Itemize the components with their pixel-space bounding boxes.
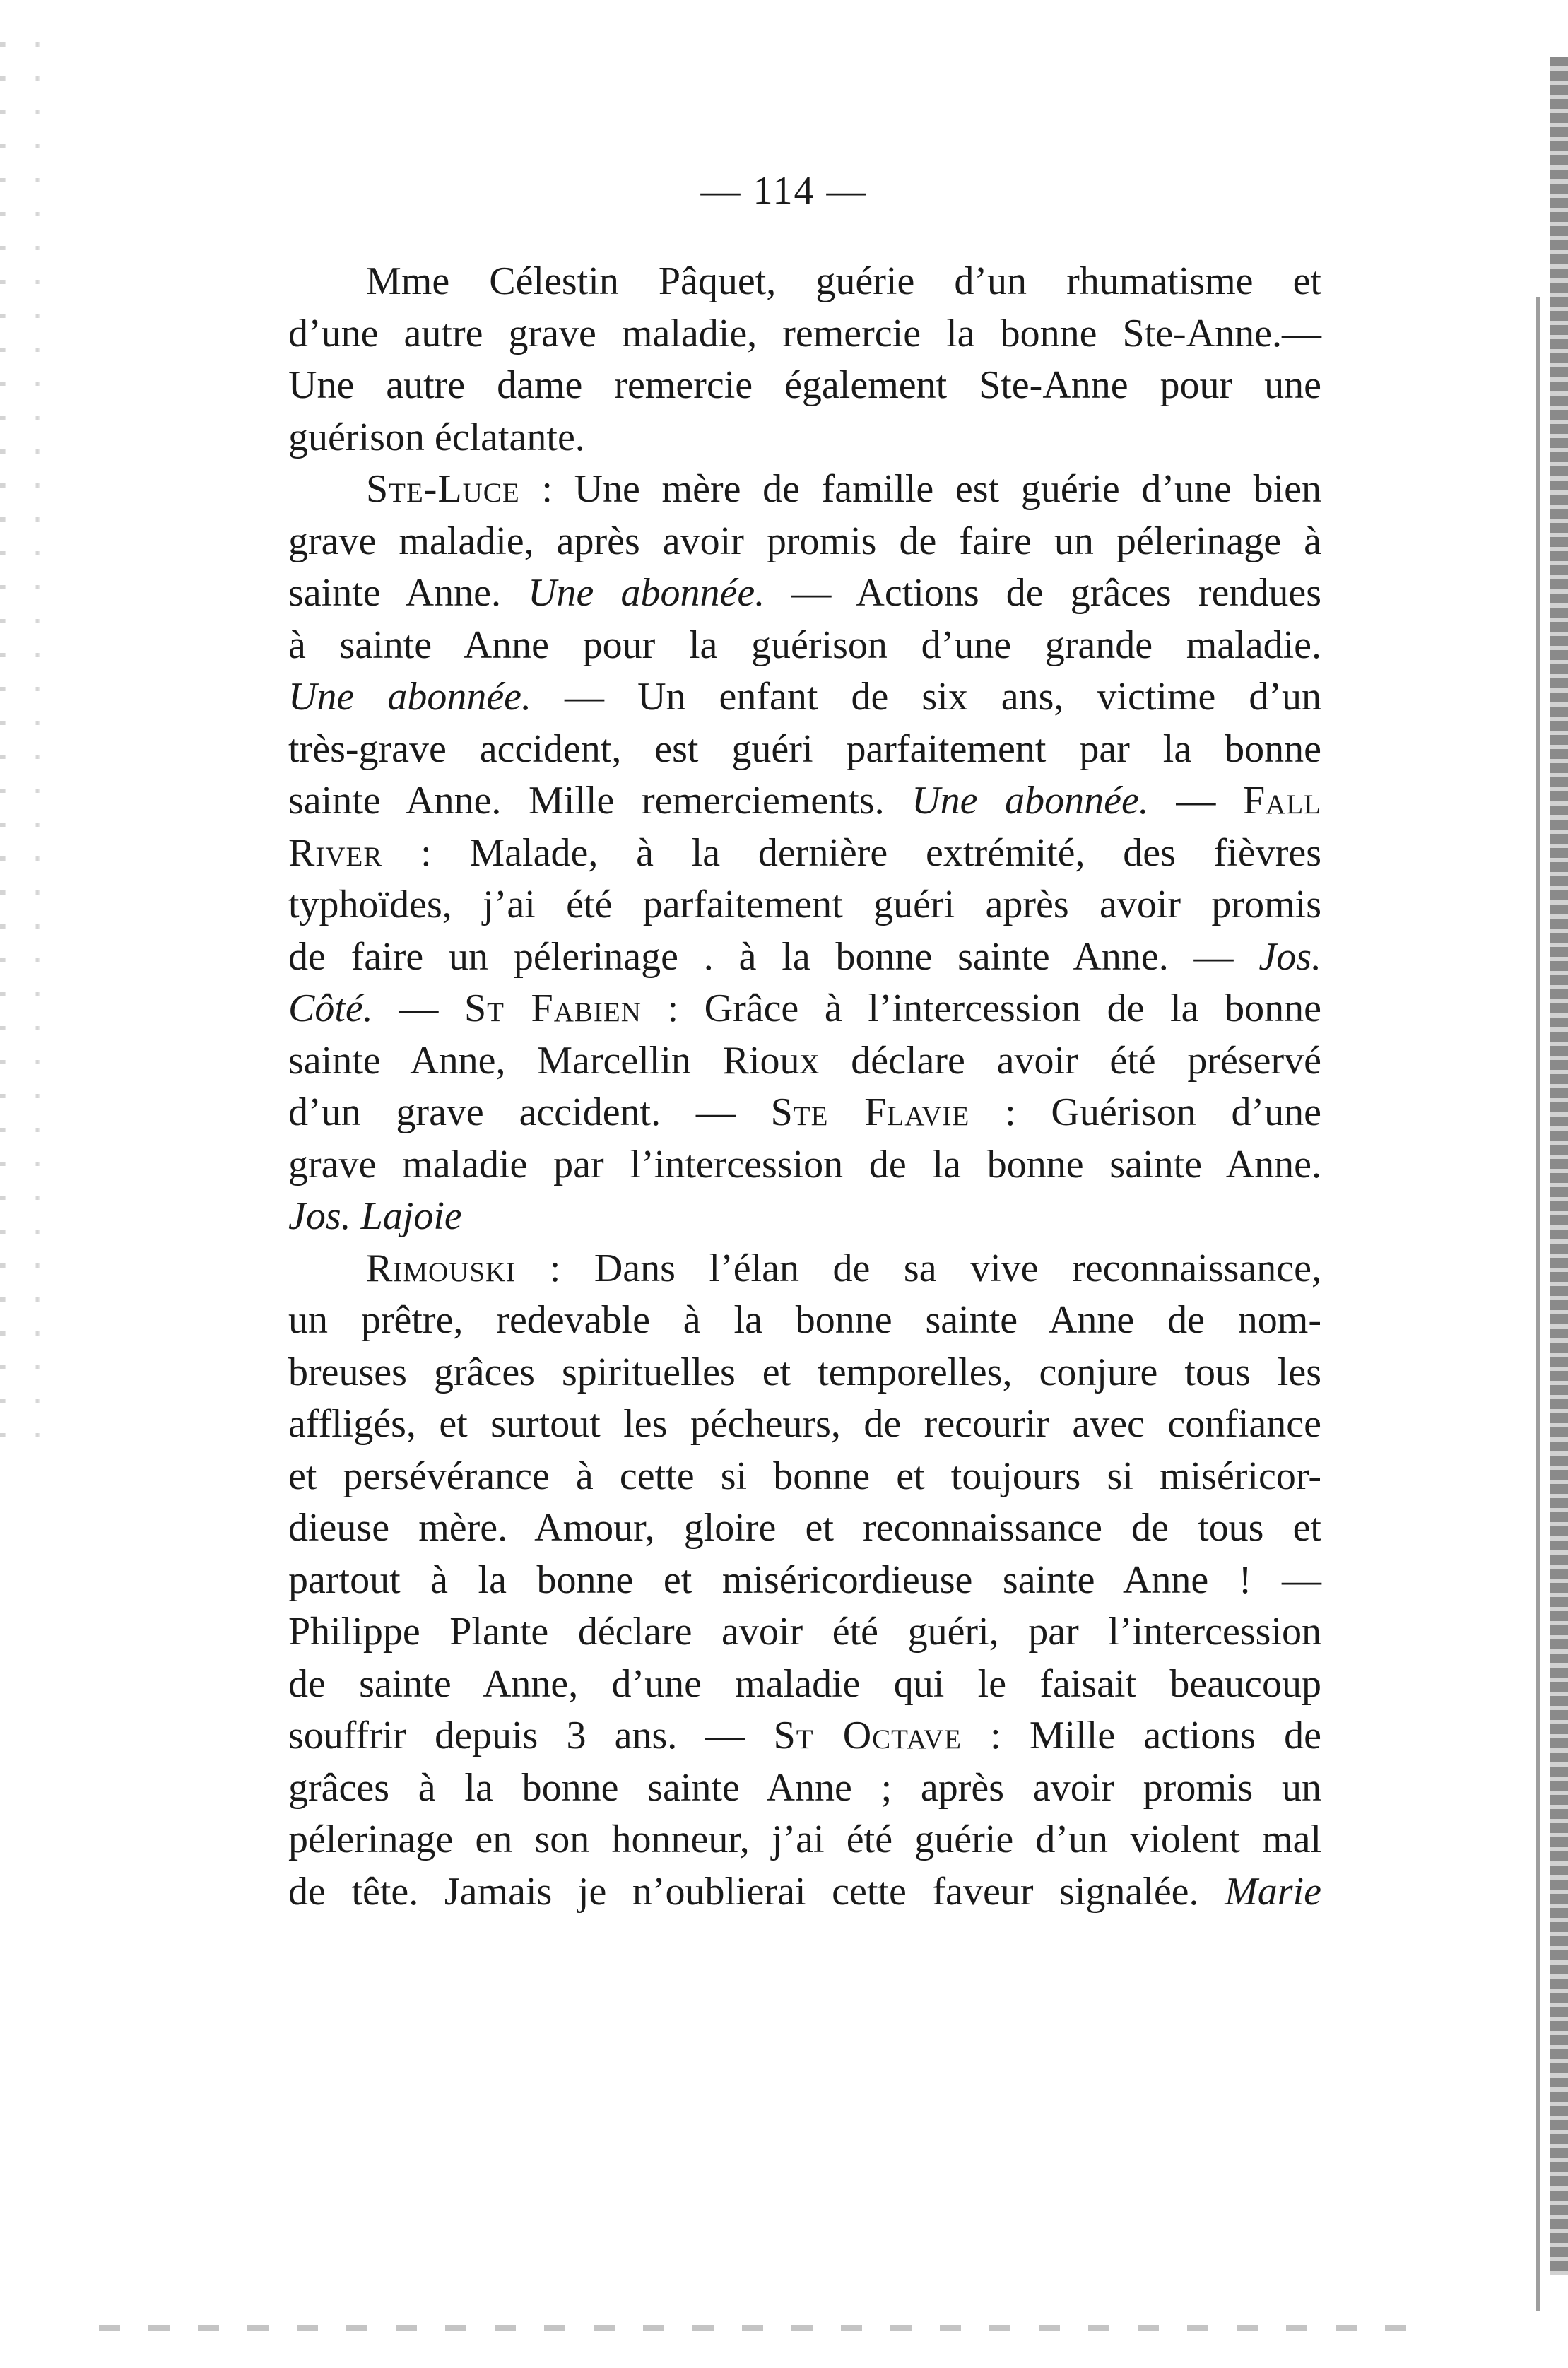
- text-segment: : Guérison d’une: [969, 1090, 1322, 1134]
- text-segment: typhoïdes, j’ai été parfaitement guéri après avoir promis: [288, 883, 1321, 926]
- place-name: Rimouski: [366, 1246, 517, 1290]
- text-line: [288, 1243, 1321, 1295]
- text-segment: —: [372, 986, 464, 1030]
- text-segment: dieuse mère. Amour, gloire et reconnaissance de tous et: [288, 1506, 1321, 1550]
- scan-edge-left: [0, 42, 78, 1456]
- body-text: [288, 256, 1321, 1918]
- text-segment: Philippe Plante déclare avoir été guéri, par l’intercession: [288, 1610, 1321, 1654]
- text-segment: souffrir depuis 3 ans. —: [288, 1714, 774, 1757]
- scan-edge-right: [1550, 57, 1568, 2275]
- text-line: [288, 1710, 1321, 1762]
- text-segment: Une autre dame remercie également Ste-Anne pour une: [288, 363, 1321, 407]
- italic-text: Une abonnée.: [288, 675, 532, 719]
- text-line: [288, 983, 1321, 1035]
- place-name: Fall: [1243, 779, 1321, 823]
- text-line: [288, 775, 1321, 827]
- italic-text: Marie: [1225, 1869, 1321, 1914]
- text-segment: sainte Anne, Marcellin Rioux déclare avoir été préservé: [288, 1038, 1321, 1083]
- text-line: [288, 1451, 1321, 1503]
- text-line: [288, 360, 1321, 412]
- italic-text: Une abonnée.: [912, 779, 1149, 823]
- text-segment: pélerinage en son honneur, j’ai été guérie d’un violent mal: [288, 1818, 1321, 1861]
- text-line: [288, 1191, 1321, 1243]
- text-line: [288, 879, 1321, 931]
- text-segment: d’un grave accident. —: [288, 1090, 771, 1134]
- text-line: [288, 464, 1321, 516]
- italic-text: Jos.: [1258, 934, 1321, 979]
- text-line: [288, 1606, 1321, 1659]
- text-segment: d’une autre grave maladie, remercie la bonne Ste-Anne.—: [288, 311, 1321, 355]
- text-line: [288, 931, 1321, 984]
- text-line: [288, 1347, 1321, 1399]
- text-segment: —: [1148, 779, 1244, 823]
- text-line: [288, 1502, 1321, 1555]
- text-line: [288, 1087, 1321, 1139]
- text-segment: — Un enfant de six ans, victime d’un: [531, 675, 1321, 719]
- text-segment: sainte Anne.: [288, 571, 529, 615]
- text-line: [288, 256, 1321, 308]
- text-line: [288, 1295, 1321, 1347]
- text-segment: — Actions de grâces rendues: [765, 571, 1322, 615]
- text-line: [288, 1866, 1321, 1919]
- text-line: [288, 412, 1321, 464]
- text-line: [288, 827, 1321, 880]
- italic-text: Jos. Lajoie: [288, 1194, 462, 1238]
- text-line: [288, 1814, 1321, 1866]
- italic-text: Côté.: [288, 986, 373, 1030]
- text-segment: de tête. Jamais je n’oublierai cette faveur signalée.: [288, 1869, 1225, 1914]
- text-segment: : Mille actions de: [962, 1714, 1321, 1757]
- place-name: St Fabien: [464, 986, 642, 1030]
- scan-edge-right-line: [1536, 297, 1540, 2311]
- text-segment: un prêtre, redevable à la bonne sainte Anne de nom-: [288, 1298, 1321, 1342]
- text-line: [288, 1035, 1321, 1088]
- text-segment: : Grâce à l’intercession de la bonne: [641, 986, 1321, 1030]
- text-segment: à sainte Anne pour la guérison d’une grande maladie.: [288, 623, 1321, 667]
- text-segment: guérison éclatante.: [288, 415, 585, 459]
- text-line: [288, 724, 1321, 776]
- text-segment: grâces à la bonne sainte Anne ; après avoir promis un: [288, 1765, 1321, 1810]
- page-number: — 114 —: [700, 169, 868, 213]
- text-line: [288, 516, 1321, 568]
- text-line: [288, 1659, 1321, 1711]
- place-name: Ste-Luce: [366, 467, 520, 511]
- text-line: [288, 671, 1321, 724]
- text-segment: de faire un pélerinage . à la bonne sainte Anne. —: [288, 934, 1259, 979]
- text-segment: très-grave accident, est guéri parfaitement par la bonne: [288, 726, 1321, 771]
- place-name: River: [288, 830, 383, 875]
- text-segment: Mme Célestin Pâquet, guérie d’un rhumatisme et: [366, 259, 1321, 303]
- text-segment: : Dans l’élan de sa vive reconnaissance,: [516, 1246, 1321, 1290]
- text-segment: partout à la bonne et miséricordieuse sainte Anne ! —: [288, 1557, 1321, 1602]
- place-name: Ste Flavie: [770, 1090, 970, 1134]
- text-segment: : Malade, à la dernière extrémité, des fièvres: [382, 830, 1321, 875]
- text-segment: : Une mère de famille est guérie d’une bien: [519, 467, 1321, 511]
- text-line: [288, 620, 1321, 672]
- text-line: [288, 1555, 1321, 1607]
- text-segment: et persévérance à cette si bonne et toujours si miséricor-: [288, 1454, 1321, 1498]
- text-segment: de sainte Anne, d’une maladie qui le faisait beaucoup: [288, 1661, 1321, 1706]
- scan-bottom-smudge: [99, 2325, 1420, 2331]
- italic-text: Une abonnée.: [528, 571, 765, 615]
- text-segment: sainte Anne. Mille remerciements.: [288, 779, 912, 823]
- text-line: [288, 1762, 1321, 1815]
- text-line: [288, 1398, 1321, 1451]
- text-line: [288, 1139, 1321, 1191]
- text-segment: grave maladie, après avoir promis de faire un pélerinage à: [288, 519, 1321, 563]
- text-segment: affligés, et surtout les pécheurs, de recourir avec confiance: [288, 1402, 1321, 1446]
- text-segment: breuses grâces spirituelles et temporelles, conjure tous les: [288, 1350, 1321, 1394]
- text-segment: grave maladie par l’intercession de la bonne sainte Anne.: [288, 1142, 1321, 1186]
- place-name: St Octave: [773, 1714, 962, 1757]
- text-line: [288, 308, 1321, 360]
- text-line: [288, 567, 1321, 620]
